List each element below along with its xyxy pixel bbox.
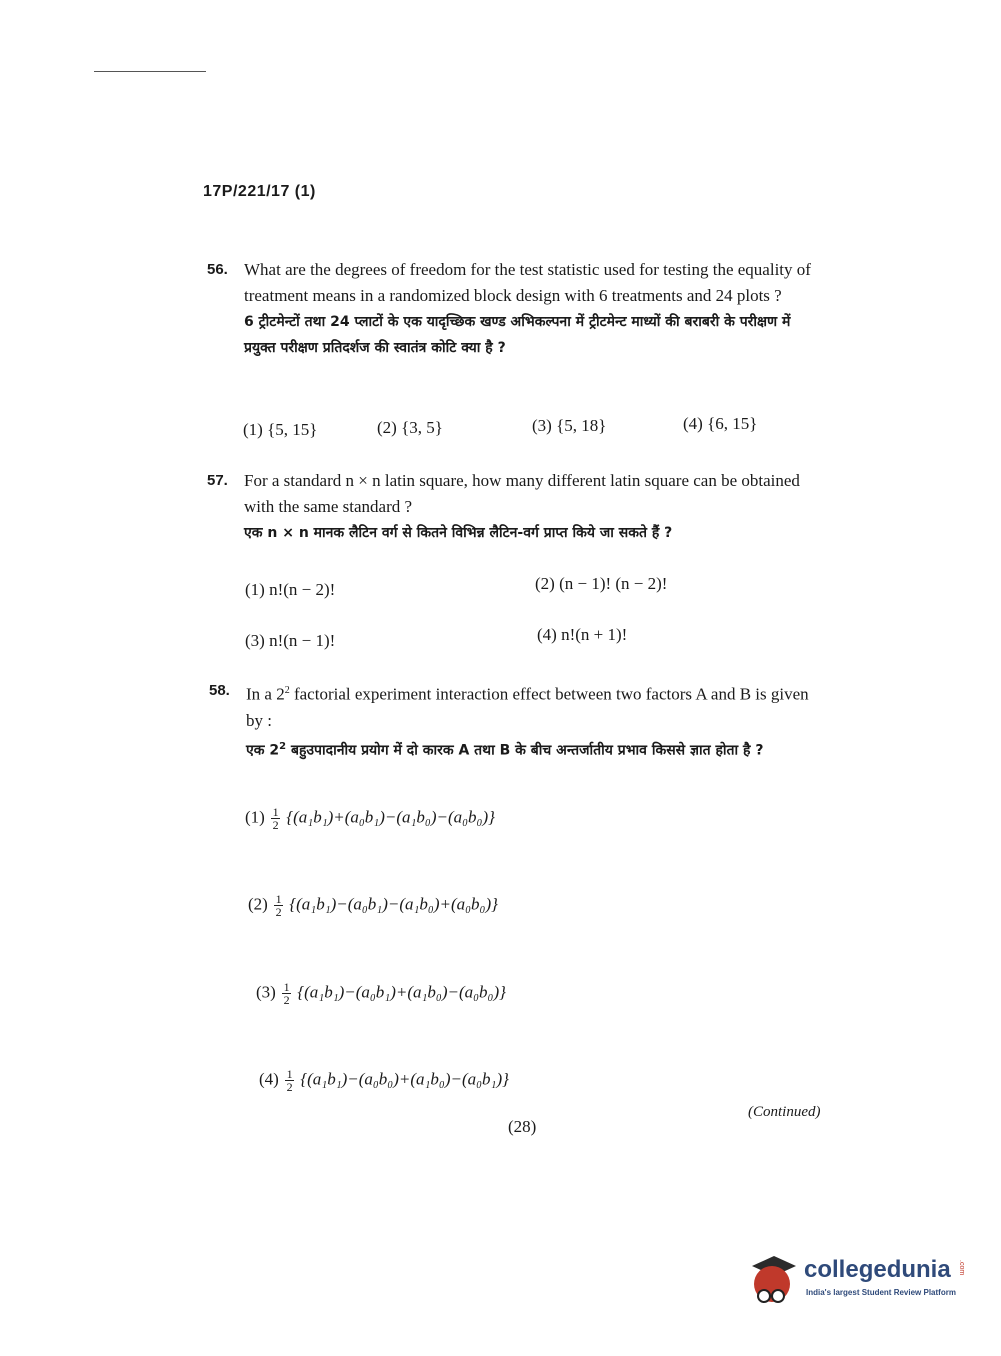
question-text-hindi: 6 ट्रीटमेन्टों तथा 24 प्लाटों के एक यादृच्छिक खण्ड अभिकल्पना में ट्रीटमेन्ट माध्यों की बराबरी के परीक्षण में प्रयुक्त परीक्षण प्रतिदर्शज की स्वातंत्र कोटि क्या है ? xyxy=(244,314,791,356)
option-56-1: (1) {5, 15} xyxy=(243,420,318,439)
fraction: $\frac{1}{2}$ xyxy=(283,980,290,1007)
option-57-1: (1) n!(n − 2)! xyxy=(245,580,336,599)
question-text-hindi: एक $2^2$ बहुउपादानीय प्रयोग में दो कारक A तथा B के बीच अन्तर्जातीय प्रभाव किससे ज्ञात होता है ? xyxy=(246,740,764,759)
question-58 xyxy=(209,678,824,763)
question-57 xyxy=(207,468,822,546)
option-57-3: (3) n!(n − 1)! xyxy=(245,631,336,650)
page-number: (28) xyxy=(508,1117,537,1136)
question-text-english: For a standard n × n latin square, how many different latin square can be obtained with the same standard ? xyxy=(244,471,800,516)
option-56-3: (3) {5, 18} xyxy=(532,416,607,435)
question-number: 56. xyxy=(207,261,228,278)
option-58-4: (4) $\frac{1}{2}$ {(a₁b₁)−(a₀b₀)+(a₁b₀)−(a₀b₁)} xyxy=(259,1067,509,1094)
option-58-2: (2) $\frac{1}{2}$ {(a₁b₁)−(a₀b₁)−(a₁b₀)+(a₀b₀)} xyxy=(248,892,498,919)
fraction: $\frac{1}{2}$ xyxy=(275,892,282,919)
question-text-english: In a $2^2$ factorial experiment interaction effect between two factors A and B is given by : xyxy=(246,684,809,730)
option-58-1: (1) $\frac{1}{2}$ {(a₁b₁)+(a₀b₁)−(a₁b₀)−(a₀b₀)} xyxy=(245,805,495,832)
question-56 xyxy=(207,257,822,361)
question-text-english: What are the degrees of freedom for the test statistic used for testing the equality of treatment means in a randomized block design with 6 treatments and 24 plots ? xyxy=(244,260,811,305)
continued-label: (Continued) xyxy=(748,1104,821,1120)
question-number: 57. xyxy=(207,472,228,489)
question-text-hindi: एक n × n मानक लैटिन वर्ग से कितने विभिन्न लैटिन-वर्ग प्राप्त किये जा सकते हैं ? xyxy=(244,525,673,541)
brand-tagline: India's largest Student Review Platform xyxy=(806,1288,956,1297)
collegedunia-watermark xyxy=(744,1252,974,1312)
option-56-4: (4) {6, 15} xyxy=(683,414,758,433)
option-56-2: (2) {3, 5} xyxy=(377,418,443,437)
question-number: 58. xyxy=(209,682,230,699)
brand-domain: .com xyxy=(958,1260,965,1276)
brand-name: collegedunia xyxy=(804,1256,951,1283)
fraction: $\frac{1}{2}$ xyxy=(286,1067,293,1094)
option-57-2: (2) (n − 1)! (n − 2)! xyxy=(535,574,668,593)
top-rule xyxy=(94,71,206,72)
option-57-4: (4) n!(n + 1)! xyxy=(537,625,628,644)
paper-code: 17P/221/17 (1) xyxy=(203,183,316,200)
option-58-3: (3) $\frac{1}{2}$ {(a₁b₁)−(a₀b₁)+(a₁b₀)−(a₀b₀)} xyxy=(256,980,506,1007)
collegedunia-logo-icon xyxy=(744,1252,802,1312)
fraction: $\frac{1}{2}$ xyxy=(272,805,279,832)
